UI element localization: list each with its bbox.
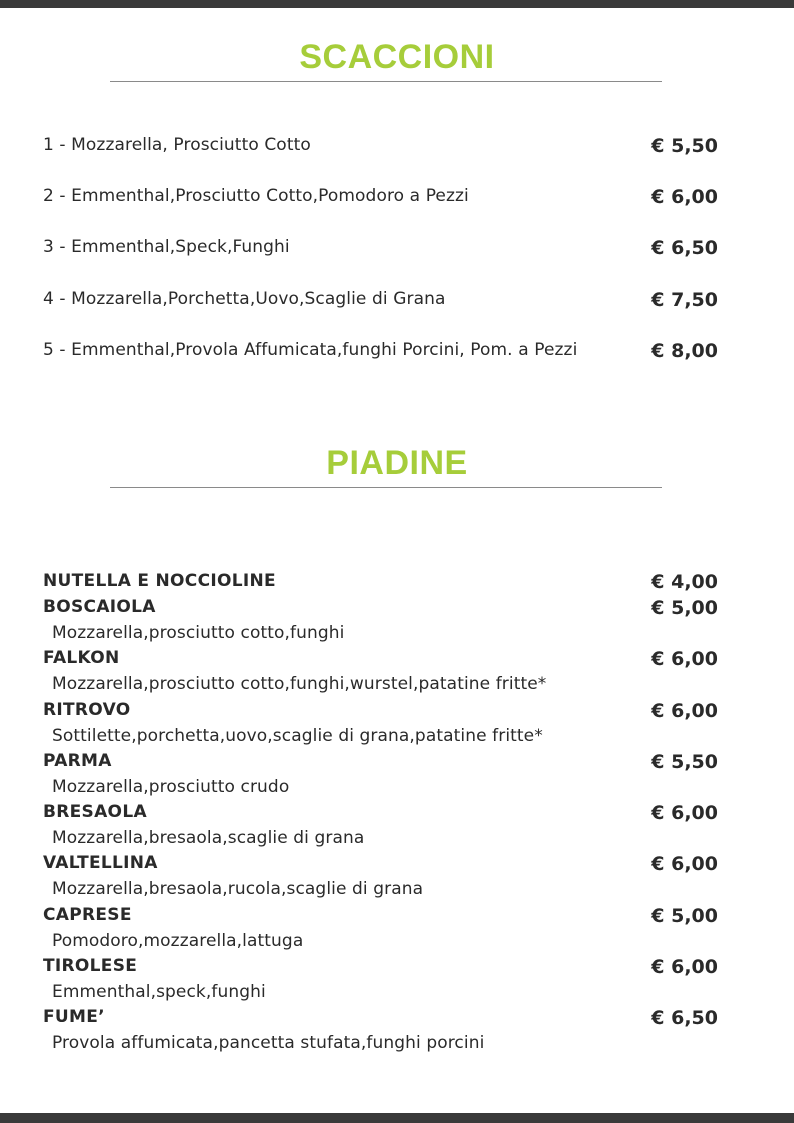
menu-item-row: [43, 802, 718, 826]
menu-item-row: [43, 289, 718, 315]
menu-item-price: € 6,00: [651, 648, 718, 670]
menu-item-ingredients: Provola affumicata,pancetta stufata,funghi porcini: [52, 1033, 485, 1053]
bottom-border-bar: [0, 1113, 794, 1123]
menu-item-description: 3 - Emmenthal,Speck,Funghi: [43, 237, 290, 257]
menu-item-description: 5 - Emmenthal,Provola Affumicata,funghi Porcini, Pom. a Pezzi: [43, 340, 578, 360]
menu-item-ingredients: Sottilette,porchetta,uovo,scaglie di grana,patatine fritte*: [52, 726, 543, 746]
menu-item-ingredients: Mozzarella,bresaola,scaglie di grana: [52, 828, 365, 848]
menu-item-name: PARMA: [43, 751, 112, 771]
menu-item-row: [43, 751, 718, 775]
menu-item-row: [43, 597, 718, 621]
menu-item-price: € 5,00: [651, 905, 718, 927]
menu-item-row: [43, 853, 718, 877]
menu-item-name: BRESAOLA: [43, 802, 147, 822]
menu-item-price: € 6,00: [651, 186, 718, 208]
menu-item-name: NUTELLA E NOCCIOLINE: [43, 571, 276, 591]
scaccioni-divider: [110, 81, 662, 82]
menu-item-name: BOSCAIOLA: [43, 597, 156, 617]
menu-item-row: [43, 700, 718, 724]
menu-item-name: RITROVO: [43, 700, 131, 720]
menu-item-name: TIROLESE: [43, 956, 138, 976]
menu-item-row: [43, 905, 718, 929]
menu-item-row: [43, 571, 718, 595]
menu-item-ingredients: Mozzarella,prosciutto crudo: [52, 777, 290, 797]
piadine-divider: [110, 487, 662, 488]
menu-item-ingredients: Mozzarella,prosciutto cotto,funghi: [52, 623, 345, 643]
menu-item-row: [43, 135, 718, 161]
menu-item-ingredients: Mozzarella,prosciutto cotto,funghi,wurstel,patatine fritte*: [52, 674, 547, 694]
menu-item-name: VALTELLINA: [43, 853, 158, 873]
menu-item-name: FALKON: [43, 648, 120, 668]
menu-item-name: CAPRESE: [43, 905, 132, 925]
menu-item-name: FUME’: [43, 1007, 105, 1027]
menu-item-price: € 6,00: [651, 853, 718, 875]
menu-item-price: € 5,50: [651, 751, 718, 773]
menu-item-description: 2 - Emmenthal,Prosciutto Cotto,Pomodoro a Pezzi: [43, 186, 469, 206]
menu-item-price: € 5,00: [651, 597, 718, 619]
menu-item-ingredients: Mozzarella,bresaola,rucola,scaglie di grana: [52, 879, 424, 899]
menu-item-price: € 8,00: [651, 340, 718, 362]
piadine-title: PIADINE: [326, 444, 468, 482]
scaccioni-title: SCACCIONI: [299, 38, 495, 76]
menu-item-ingredients: Emmenthal,speck,funghi: [52, 982, 266, 1002]
menu-item-ingredients: Pomodoro,mozzarella,lattuga: [52, 931, 304, 951]
top-border-bar: [0, 0, 794, 8]
menu-item-price: € 6,00: [651, 700, 718, 722]
menu-item-price: € 5,50: [651, 135, 718, 157]
menu-item-price: € 6,00: [651, 802, 718, 824]
menu-item-row: [43, 186, 718, 212]
menu-item-row: [43, 340, 718, 366]
menu-item-row: [43, 648, 718, 672]
menu-item-row: [43, 237, 718, 263]
menu-item-price: € 6,00: [651, 956, 718, 978]
menu-item-description: 1 - Mozzarella, Prosciutto Cotto: [43, 135, 311, 155]
menu-item-row: [43, 956, 718, 980]
menu-item-description: 4 - Mozzarella,Porchetta,Uovo,Scaglie di Grana: [43, 289, 446, 309]
menu-item-price: € 6,50: [651, 1007, 718, 1029]
menu-item-row: [43, 1007, 718, 1031]
menu-item-price: € 4,00: [651, 571, 718, 593]
menu-item-price: € 7,50: [651, 289, 718, 311]
menu-item-price: € 6,50: [651, 237, 718, 259]
